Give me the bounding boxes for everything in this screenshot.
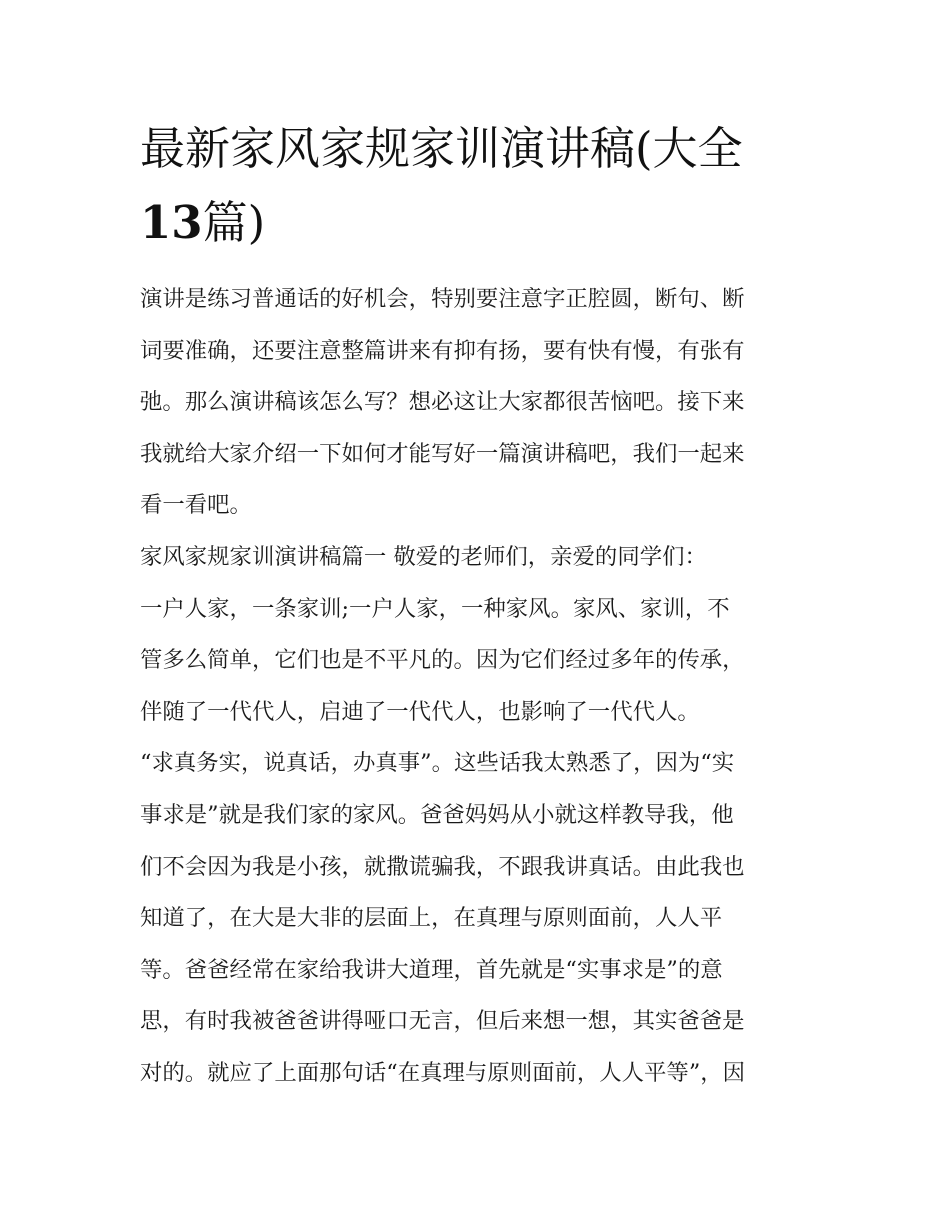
body-line: 思，有时我被爸爸讲得哑口无言，但后来想一想，其实爸爸是 xyxy=(140,1008,745,1035)
body-line: 管多么简单，它们也是不平凡的。因为它们经过多年的传承， xyxy=(140,647,745,674)
title-number: 13 xyxy=(140,196,203,249)
body-line: 家风家规家训演讲稿篇一 敬爱的老师们，亲爱的同学们： xyxy=(140,543,707,570)
body-line: 对的。就应了上面那句话“在真理与原则面前，人人平等”，因 xyxy=(140,1059,746,1086)
title-suffix: 篇) xyxy=(202,196,266,249)
body-line: 词要准确，还要注意整篇讲来有抑有扬，要有快有慢，有张有 xyxy=(140,337,745,364)
body-line: 事求是”就是我们家的家风。爸爸妈妈从小就这样教导我，他 xyxy=(140,801,734,828)
body-line: 们不会因为我是小孩，就撒谎骗我，不跟我讲真话。由此我也 xyxy=(140,853,745,880)
title-line-1: 最新家风家规家训演讲稿(大全 xyxy=(140,122,743,175)
document-title xyxy=(140,112,812,260)
document-content xyxy=(140,112,812,1100)
body-line: 弛。那么演讲稿该怎么写？想必这让大家都很苦恼吧。接下来 xyxy=(140,389,745,416)
body-line: 一户人家，一条家训;一户人家，一种家风。家风、家训，不 xyxy=(140,595,730,622)
body-line: “求真务实，说真话，办真事”。这些话我太熟悉了，因为“实 xyxy=(140,750,735,777)
title-line-2 xyxy=(140,186,812,260)
body-line: 看一看吧。 xyxy=(140,492,252,519)
document-body xyxy=(140,274,812,1100)
body-line: 伴随了一代代人，启迪了一代代人，也影响了一代代人。 xyxy=(140,698,700,725)
body-line: 知道了，在大是大非的层面上，在真理与原则面前，人人平 xyxy=(140,905,723,932)
body-line: 演讲是练习普通话的好机会，特别要注意字正腔圆，断句、断 xyxy=(140,286,745,312)
body-line: 我就给大家介绍一下如何才能写好一篇演讲稿吧，我们一起来 xyxy=(140,440,745,467)
body-line: 等。爸爸经常在家给我讲大道理，首先就是“实事求是”的意 xyxy=(140,956,723,983)
